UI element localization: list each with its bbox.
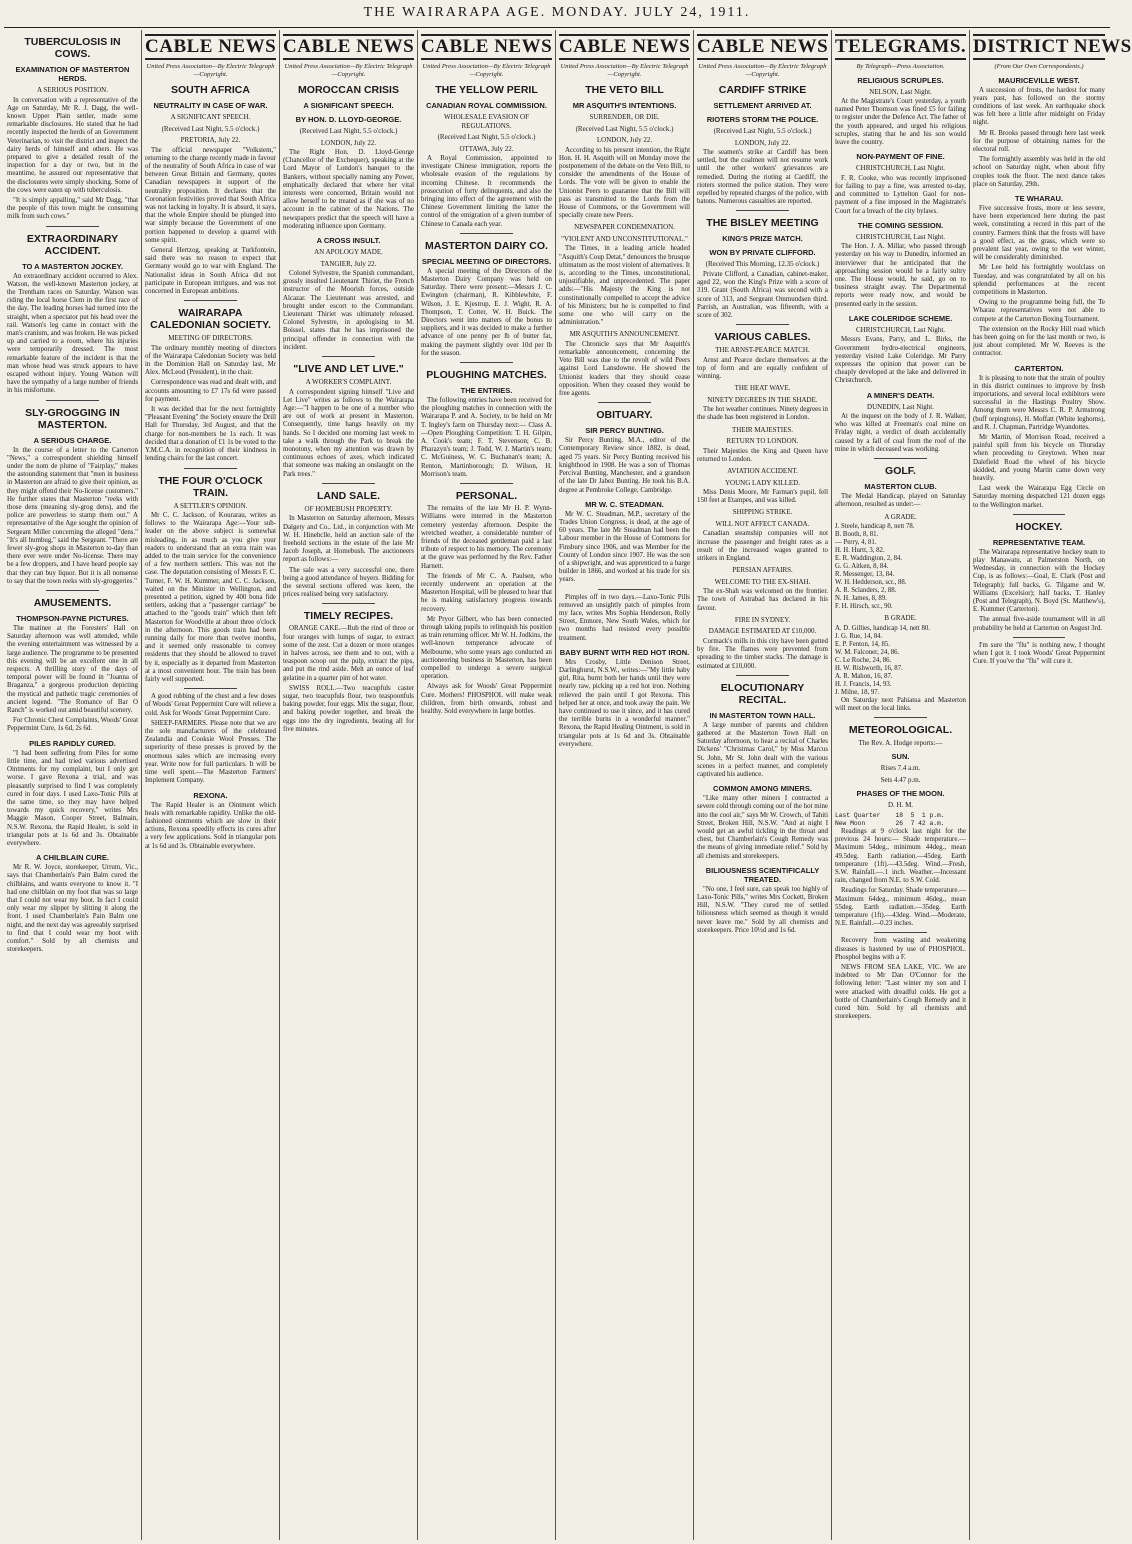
article-text: Mr W. C. Steadman, M.P., secretary of the Trades Union Congress, is dead, at the age of 60 years. The late Mr Steadman had been the Labour member in the House of Commons for Finsbury since 1906, and was Member for the County of London since 1907. He was the son of a shipwright, and was apprenticed to a barge builder in 1866, and worked at his trade for six years. [559,510,690,584]
headline-obituary: OBITUARY. [596,409,653,422]
headline-bisley: THE BISLEY MEETING [706,217,819,230]
article-text: ORANGE CAKE.—Rub the rind of three or four oranges with lumps of sugar, to extract some of the zest. Cut a dozen or more oranges in halves across, see them and to out, with a teaspoon scoop out the pulp, extract the pips, and put the rind aside. Melt an ounce of leaf gelatine in a quarter pint of hot water. [283,625,414,682]
masthead-rule [4,27,1110,28]
score-entry: J. Steele, handicap 8, nett 78. [835,523,915,530]
separator [598,402,650,403]
separator [460,233,512,234]
headline-golf: GOLF. [885,465,916,478]
score-entry: B. Booth, 8, 81. [835,531,879,538]
article-text: "It is simply appalling," said Mr Dagg, "that the people of this town might be consuming milk from such cows." [7,196,138,221]
advert-text: I'm sure the "flu" is nothing new, I thought when I got it. I took Woods' Great Peppermint Cure. If you've the "flu" will cure it. [973,641,1105,666]
press-credit: United Press Association—By Electric Telegraph—Copyright. [284,63,413,78]
subhead: THEIR MAJESTIES. [731,425,794,434]
subhead: PILES RAPIDLY CURED. [29,738,116,748]
article-text: The following entries have been received for the ploughing matches in connection with the Wairarapa P. and A. Society, to be held on Mr T. Ingley's farm on Thursday next:— Class A.—Open Ploughing Competition: T. H. Gilpin, A. Cook's team; F. T. Stevenson; C. B. Pharazyn's team; J. Todd, W. J. Martin's team; C. McGuiness, W. C. Buchanan's team; A. Renton, Martinborough; D. Wilson, H. Morrison's team. [421,397,552,478]
moon-phase: Last Quarter 18 5 1 p.m. [835,811,945,819]
headline-hockey: HOCKEY. [1015,520,1063,533]
dateline: LONDON, July 22. [596,136,653,144]
subhead: NEUTRALITY IN CASE OF WAR. [153,101,268,110]
article-text: Mr Lee held his fortnightly woolclass on Tuesday, and was congratulated by all on his splendid performances at the recent competitions in Masterton. [973,264,1105,296]
received-line: (Received This Morning, 12.35 o'clock.) [705,260,820,269]
article-text: Cormack's mills in this city have been gutted by fire. The flames were prevented from spreading to the timber stacks. The damage is estimated at £10,000. [697,637,828,670]
headline-live-and-let-live: "LIVE AND LET LIVE." [293,363,404,376]
article-text: Readings at 9 o'clock last night for the previous 24 hours:— Shade temperature.—Maximum 54deg., minimum 44deg., mean 49.5deg. Earth radiation.—45deg. Earth temperature (1ft).—43.5deg. Wind.—Fresh, S.W. Rainfall.—.1 inch. Weather.—Incessant rain, changed from N.E. to S.W. Cold. [835,827,966,885]
cable-news-banner: CABLE NEWS [283,34,414,60]
subhead: RELIGIOUS SCRUPLES. [857,75,944,85]
cable-news-banner: CABLE NEWS [421,34,552,60]
article-text: Mr R. Brooks passed through here last week for the purpose of obtaining names for the electoral roll. [973,129,1105,153]
received-line: (Received Last Night, 5.5 o'clock.) [161,124,260,133]
article-text: An extraordinary accident occurred to Alex. Watson, the well-known Masterton jockey, at the Trentham races on Saturday. Watson was riding the local horse Clem in the first race of the day. The leading horses had turned into the straight, when a spectator put his head over the rail. Watson's leg came in contact with the man's cranium, and was broken. He was picked up and carried to a room, where his injuries were temporarily dressed. The most remarkable feature of the incident is that the man whose head was struck appears to have escaped without injury. Young Watson will have the sympathy of a large number of friends in his misfortune. [7,272,138,395]
separator [46,226,98,227]
article-text: Canadian steamship companies will not increase the passenger and freight rates as a result of the increased wages granted to strikers in England. [697,530,828,563]
advert-text: "I had been suffering from Piles for some little time, and had tried various advertised Ointments for my complaint, but I only got worse. I gave Rexona a trial, and was pleasantly surprised to find I was completely cured in four days. I used Laxo-Tonic Pills at the same time, so they may have helped towards my quick recovery," writes Mrs Maggie Mason, Cooper Street, Balmain, N.S.W. Rexona, the Rapid Healer, is sold in triangular pots at 1s 6d and 3s. Obtainable everywhere. [7,749,138,847]
article-text: At the Magistrate's Court yesterday, a youth named Peter Thomson was fined £5 for failing to register under the Defence Act. The father of the youth appeared, and urged his religious scruples, stating that he and his son would leave the country. [835,98,966,147]
dateline: TANGIER, July 22. [320,259,377,268]
score-list-a [835,523,966,611]
grade-heading: A GRADE. [884,512,917,521]
article-text: Messrs Evans, Parry, and L. Birks, the Government hydro-electrical engineers, yesterday visited Lake Coleridge. Mr Parry expresses the opinion that power can be cheaply developed at the lake and delivered in Christchurch. [835,336,966,385]
subhead: THOMPSON-PAYNE PICTURES. [16,614,129,624]
subhead: BABY BURNT WITH RED HOT IRON. [559,647,690,657]
dateline: LONDON, July 22. [320,138,377,147]
column-3 [280,30,418,1540]
headline-cardiff-strike: CARDIFF STRIKE [718,84,807,96]
newspaper-columns [4,30,1132,1540]
subhead: A WORKER'S COMPLAINT. [305,378,392,387]
subhead: SIR PERCY BUNTING. [585,426,664,436]
headline-personal: PERSONAL. [455,490,518,503]
cable-news-banner: CABLE NEWS [559,34,690,60]
headline-tuberculosis: TUBERCULOSIS IN COWS. [24,36,121,60]
subhead: A SIGNIFICANT SPEECH. [170,113,251,121]
headline-sly-grogging: SLY-GROGGING IN MASTERTON. [25,406,120,431]
advert-text: Mr R. W. Joyce, storekeeper, Urrum, Vic., says that Chamberlain's Pain Balm cured the chilblains, and wants everyone to know it. "I had one chilblain on my foot that was so large that I could not wear my boot. In fact I could only wear my slipper by slitting it along the front. I used Chamberlain's Pain Balm one night, and the next day was agreeably surprised to find that I could wear my boot with comfort." Sold by all chemists and storekeepers. [7,864,138,954]
article-text: The hot weather continues. Ninety degrees in the shade has been registered in London. [697,406,828,422]
subhead: MR ASQUITH'S INTENTIONS. [572,101,677,110]
separator [736,210,788,211]
column-2 [142,30,280,1540]
advert-text: Recovery from wasting and weakening diseases is hastened by use of PHOSPHOL. Phosphol begins with a F. [835,937,966,961]
subhead: WON BY PRIVATE CLIFFORD. [709,248,816,258]
subhead: MEETING OF DIRECTORS. [168,334,253,343]
subhead: BILIOUSNESS SCIENTIFICALLY TREATED. [705,865,820,884]
press-credit: United Press Association—By Electric Telegraph—Copyright. [422,63,551,78]
advert-text: Pimples off in two days.—Laxo-Tonic Pills removed an unsightly patch of pimples from my face, writes Mrs Sophia Henderson, Rolly Street, Enmore, New South Wales, which for two months had resisted every possible treatment. [559,593,690,642]
subhead: KING'S PRIZE MATCH. [722,234,803,244]
column-1 [4,30,142,1540]
advert-text: A good rubbing of the chest and a few doses of Woods' Great Peppermint Cure will relieve a cold. Ask for Woods' Great Peppermint Cure. [145,693,276,717]
dateline: CHRISTCHURCH, Last Night. [855,325,946,334]
dateline: CHRISTCHURCH, Last Night. [855,232,946,241]
press-credit: United Press Association—By Electric Telegraph—Copyright. [146,63,275,78]
subhead: MR ASQUITH'S ANNOUNCEMENT. [569,330,680,339]
advert-text: Mrs Crosby, Little Denison Street, Darlinghurst, N.S.W., writes:—"My little baby girl, Rita, burnt both her hands until they were nearly raw, picking up a red hot iron. Nothing relieved the pain until I got Rexona. This helped her at once, and took away the pain. We have continued to use it since, and it has cured the terrible burns in a wonderful manner." Rexona, the Rapid Healing Ointment, is sold in triangular pots at 1s 6d and 3s. Obtainable everywhere. [559,658,690,748]
advert-text: The Rapid Healer is an Ointment which heals with remarkable rapidity. Unlike the old-fashioned ointments which are slow in their actions, Rexona speedily effects its cures after a very few applications. Sold in triangular pots at 1s 6d and 3s. Obtainable everywhere. [145,801,276,850]
article-text: SWISS ROLL.—Two teacupfuls caster sugar, two teacupfuls flour, two teaspoonfuls baking powder, four eggs. Mix the sugar, flour, and baking powder together, and break the eggs into the dry ingredients, beating all for five minutes. [283,684,414,733]
press-credit: (From Our Own Correspondents.) [994,63,1084,70]
score-entry: H. W. Rishworth, 16, 87. [835,664,903,672]
score-entry: A. D. Gillies, handicap 14, nett 80. [835,624,930,632]
article-text: Private Clifford, a Canadian, cabinet-maker, aged 22, won the King's Prize with a score of 319. Grant (South Africa) was second with a score of 313, and Sergeant Ommundsen third. Parrish, an Australian, was fifteenth, with a score of 302. [697,270,828,319]
article-text: General Hertzog, speaking at Turkfontein, said there was no reason to expect that Germany would go to war with England. The Nationalist ideas in South Africa did not participate in European intrigues, and was not concerned in European ambitions. [145,246,276,295]
advert-text: Always ask for Woods' Great Peppermint Cure. Mothers! PHOSPHOL will make weak children, from birth onwards, robust and healthy. Sold everywhere in large bottles. [421,683,552,715]
dateline: LONDON, July 22. [734,138,791,147]
score-entry: J. Milne, 18, 97. [835,688,880,696]
advert-text: "No one, I feel sure, can speak too highly of Laxo-Tonic Pills," writes Mrs Cockett, Broken Hill, N.S.W. "They cured me of settled biliousness which seemed as though it would never leave me." Sold by all chemists and storekeepers. Price 10½d and 1s 6d. [697,885,828,934]
separator [1013,637,1066,638]
subhead: MASTERTON CLUB. [864,482,937,492]
received-line: (Received Last Night, 5.5 o'clock.) [713,127,812,135]
article-text: Readings for Saturday. Shade temperature.—Maximum 64deg., minimum 46deg., mean 55deg. Earth radiation.—35deg. Earth temperature (1ft).—43deg. Wind.—Moderate, N.E. Rainfall.—0.23 inches. [835,887,966,928]
separator [598,589,650,590]
article-text: A Royal Commission, appointed to investigate Chinese immigration, reports the wholesale evasion of the regulations by incoming Chinese. It recommends the prosecution of forty delinquents, and also the bringing into effect of the agreement with the Chinese Government limiting the latter the control of the emigration of a given number of Chinese to Canada each year. [421,155,552,228]
subhead: THE HEAT WAVE. [734,384,791,393]
subhead: REPRESENTATIVE TEAM. [992,537,1086,547]
headline-four-oclock-train: THE FOUR O'CLOCK TRAIN. [158,474,263,499]
subhead: A MINER'S DEATH. [866,390,935,400]
subhead: A SETTLER'S OPINION. [173,501,248,510]
score-entry: C. Le Roche, 24, 86. [835,656,892,664]
separator [874,932,926,933]
score-entry: N. H. James, 8, 89. [835,595,887,602]
article-text: In the course of a letter to the Carterton "News," a correspondent shielding himself under the nom de plume of "Fairplay," makes the astounding statement that "men in business in Masterton are afraid to give their opinion, as they might offend their No-license customers." He further states that Masterton "reeks with those dens (meaning sly-grog dens), and the police are powerless to stamp them out." A representative of the Age sought the opinion of Sergeant Miller concerning the alleged "dens." "It's all humbug," said the Sergeant. "There are fewer sly-grog shops in Masterton to-day than there ever were under No-license. There may be a few droppers, and I have heard people say that they can buy liquor. But it is all nonsense to say that the town reeks with sly-groggeries." [7,446,138,585]
article-text: Mr Martin, of Morrison Road, received a painful spill from his bicycle on Thursday when proceeding to Greytown. When near Dalefield Road the wheel of his bicycle skidded, and young Martin came down very heavily. [973,434,1105,483]
score-entry: F. H. Hirsch, scr., 90. [835,603,893,610]
separator [46,400,98,401]
score-entry: E. R. Waddington, 2, 84. [835,555,903,562]
subhead: A CROSS INSULT. [316,236,381,246]
article-text: The Right Hon. D. Lloyd-George (Chancellor of the Exchequer), speaking at the Lord Mayor of London's banquet to the Bankers, without specially naming any Power, emphatically declared that where her vital interests were concerned, Britain would not allow herself to be treated as if she was of no account in the cabinet of the Nations. The newspapers predict that the speech will have a moderating influence upon Germany. [283,149,414,230]
article-text: Last week the Wairarapa Egg Circle on Saturday morning despatched 121 dozen eggs to the Wellington market. [973,485,1105,509]
subhead: RIOTERS STORM THE POLICE. [706,115,819,124]
subhead: PHASES OF THE MOON. [856,789,945,799]
subhead: WHOLESALE EVASION OF REGULATIONS. [443,113,530,130]
subhead: SETTLEMENT ARRIVED AT. [713,101,812,110]
subhead: NON-PAYMENT OF FINE. [856,152,945,162]
separator [460,362,512,363]
separator [736,324,788,325]
article-text: Colonel Sylvestre, the Spanish commandant, grossly insulted Lieutenant Thiriet, the French instructor of the Moorish forces, outside Alcazar. The Lieutenant was arrested, and brought under escort to the Commandant. Lieutenant Thiriet was ultimately released. Colonel Sylvestre, in apologising to M. Boissel, states that he has imprisoned the principal offender in connection with the incident. [283,270,414,351]
separator [322,603,374,604]
article-text: Their Majesties the King and Queen have returned to London. [697,447,828,463]
dateline: PRETORIA, July 22. [180,136,241,144]
article-text: The fortnightly assembly was held in the old school on Saturday night, when about fifty couples took the floor. The next dance takes place on Saturday, 29th. [973,156,1105,188]
press-credit: United Press Association—By Electric Telegraph—Copyright. [560,63,689,78]
score-entry: A. R. Mahon, 16, 87. [835,672,893,680]
moon-table-head: D. H. M. [887,801,914,810]
subhead: CARTERTON. [1014,363,1064,373]
subhead: The Rev. A. Hodge reports:— [858,738,943,747]
article-text: Five successive frosts, more or less severe, have been experienced here during the past week, constituting a record in this part of the country. Farmers think that the frosts will have a good effect, as the grass, which were so prevalent last year, owing to the wet winter, will be considerably diminished. [973,204,1105,262]
separator [460,483,512,484]
subhead: MR W. C. STEADMAN. [585,499,664,509]
column-5 [556,30,694,1540]
subhead: OF HOMEBUSH PROPERTY. [304,504,393,513]
article-text: In Masterton on Saturday afternoon, Messrs Dalgety and Co., Ltd., in conjunction with Mr W. H. Hinehclle, held an auction sale of the freehold sections in the estate of the late Mr Jacob Joseph, at Homebush. The auctioneers report as follows:— [283,515,414,564]
subhead: AN APOLOGY MADE. [314,248,383,257]
score-entry: G. G. Aitken, 8, 84. [835,563,889,570]
article-text: A succession of frosts, the hardest for many years past, has followed on the stormy conditions of last week. An earthquake shock was felt here a little after midnight on Friday night. [973,86,1105,127]
headline-ploughing: PLOUGHING MATCHES. [426,369,547,382]
headline-timely-recipes: TIMELY RECIPES. [303,610,394,623]
subhead: BY HON. D. LLOYD-GEORGE. [295,115,402,124]
article-text: The ordinary monthly meeting of directors of the Wairarapa Caledonian Society was held in the Dominion Hall on Saturday last, Mr Alex. McLeod (President), in the chair. [145,344,276,377]
article-text: Correspondence was read and dealt with, and accounts amounting to £7 17s 6d were passed for payment. [145,379,276,403]
article-text: At the inquest on the body of J. R. Walker, who was killed at Freeman's coal mine on Friday night, a verdict of death accidentally caused by a fall of coal from the roof of the mine in which deceased was working. [835,413,966,453]
subhead: PERSIAN AFFAIRS. [732,566,793,575]
article-text: The Times, in a leading article headed "Asquith's Coup Detat," denounces the brusque ultimatum as the most violent of alternatives. It is, according to the Times, unconstitutional, unjustifiable, and unprecedented. The paper adds:—"His Majesty the King is not constitutionally compelled to accept the advice of his Ministers; but he is compelled to find some one who will carry on the administration." [559,245,690,327]
district-news-banner: DISTRICT NEWS [973,34,1105,60]
article-text: The remains of the late Mr H. P. Wynn-Williams were interred in the Masterton cemetery yesterday afternoon. Despite the wretched weather, a considerable number of friends of the deceased gentleman paid a last tribute of respect to his memory. The ceremony at the grave was performed by the Rev. Father Harnett. [421,505,552,570]
article-text: On Saturday next Pahiatua and Masterton will meet on the local links. [835,696,966,712]
separator [736,675,788,676]
article-text: F. R. Cooke, who was recently imprisoned for failing to pay a fine, was arrested to-day, and committed to Lyttelton Gaol for non-payment of a fine imposed in the Magistrate's Court for a breach of the city bylaws. [835,174,966,215]
subhead: SURRENDER, OR DIE. [589,113,660,121]
article-text: The friends of Mr C. A. Paulsen, who recently underwent an operation at the Masterton Hospital, will be pleased to hear that he is making satisfactory progress towards recovery. [421,572,552,613]
article-text: Mr C. C. Jackson, of Kourarau, writes as follows to the Wairarapa Age:—Your sub-leader on the above subject is somewhat misleading, in as much as you give your readers to understand that an extra train was added to the train service for the convenience of a few northern settlers. This was not the case. The deputation consisting of Messrs F. C. Turner, F. W. H. Kummer, and C. C. Jackson, waited on the Minister in Wellington, and presented a petition, signed by 400 bona fide settlers, asking that a "passenger carriage" be attached to the "goods train" which then left Masterton for Woodville at about three o'clock in the afternoon. This goods train had been running daily for more than twelve months, and it seemed only reasonable to convey residents that they should be allowed to travel by it, especially as it departed from Masterton at a most convenient hour. The train has been fairly well supported. [145,512,276,684]
subhead: TO A MASTERTON JOCKEY. [22,261,123,271]
score-entry: E. P. Fenton, 14, 85. [835,640,890,648]
separator [46,590,98,591]
subhead: SUN. [891,752,910,762]
separator [1013,514,1066,515]
separator [184,468,236,469]
subhead: MAURICEVILLE WEST. [998,75,1080,85]
article-text: The annual five-aside tournament will in all probability be held at Carterton on August 3rd. [973,616,1105,632]
subhead: CANADIAN ROYAL COMMISSION. [426,101,547,110]
subhead: A CHILBLAIN CURE. [35,853,110,863]
score-entry: — Perry, 4, 81. [835,539,877,546]
article-text: The ex-Shah was welcomed on the frontier. The town of Astrabad has declared in his favour. [697,588,828,612]
column-4 [418,30,556,1540]
separator [322,483,374,484]
score-entry: R. Messenger, 13, 84. [835,571,895,578]
headline-caledonian: WAIRARAPA CALEDONIAN SOCIETY. [150,307,271,332]
subhead: DAMAGE ESTIMATED AT £10,000. [708,627,817,636]
separator [874,717,926,718]
subhead: NINETY DEGREES IN THE SHADE. [707,395,818,404]
press-credit: United Press Association—By Electric Telegraph—Copyright. [698,63,827,78]
advert-text: NEWS FROM SEA LAKE, VIC. We are indebted to Mr Dan O'Connor for the following letter: "Last winter my son and I were attacked with dreadful colds. He got a bottle of Chamberlain's Cough Remedy and it cured him. Sold by all chemists and storekeepers. [835,963,966,1021]
article-text: Owing to the programme being full, the Te Wharau representatives were not able to compete at the Carterton Boxing Tournament. [973,299,1105,323]
subhead: COMMON AMONG MINERS. [713,784,812,794]
dateline: DUNEDIN, Last Night. [867,402,934,411]
separator [874,458,926,459]
article-text: The Chronicle says that Mr Asquith's remarkable announcement, concerning the Veto Bill was due to the revolt of wild Peers against Lord Lansdowne. He showed the Unionist leaders that they should cease opposition. When they ceased they would be free agents. [559,340,690,398]
telegrams-banner: TELEGRAMS. [835,34,966,60]
subhead: FIRE IN SYDNEY. [734,615,791,624]
dateline: OTTAWA, July 22. [459,144,514,153]
separator [184,300,236,301]
article-text: According to his present intention, the Right Hon. H. H. Asquith will on Monday move the postponement of the debate on the Veto Bill, to consider the amendments of the House of Lords. The vote will be given to enable the Unionist Peers to guarantee that the Bill will pass as transmitted to the Lords from the House of Commons, or the Government will specially create new Peers. [559,146,690,220]
article-text: The Wairarapa representative hockey team to play Manawatu, at Palmerston North, on Wednesday, in connection with the Hockey Cup, is as follows:—Goal, E. Clark (Post and Telegraph); full backs, G. Tilgame and W. Williams (Excelsior); half backs, T. Hanley (Post and Telegraph), N. Boyd (St. Matthew's), E. Kummer (Carterton). [973,548,1105,614]
masthead: THE WAIRARAPA AGE. MONDAY. JULY 24, 1911. [363,5,751,20]
received-line: (Received Last Night, 5.5 o'clock.) [575,124,674,133]
headline-dairy-co: MASTERTON DAIRY CO. [425,239,548,252]
subhead: YOUNG LADY KILLED. [725,478,800,487]
headline-land-sale: LAND SALE. [317,489,380,502]
headline-south-africa: SOUTH AFRICA [171,84,250,96]
dateline: NELSON, Last Night. [869,87,932,96]
sun-rises: Rises 7.4 a.m. [880,764,921,773]
advert-text: SHEEP-FARMERS. Please note that we are the sole manufacturers of the celebrated Zealandia and Cooksie Wool Presses. The superiority of these presses is proved by the enormous sales which are increasing every year. Write now for full particulars. It will be time well spent.—The Masterton Farmers' Implement Company. [145,719,276,785]
score-entry: J. G. Rue, 14, 84. [835,632,883,640]
article-text: The official newspaper "Volkstem," returning to the charge recently made in favour of the neutrality of South Africa in case of war between Great Britain and Germany, quotes Canadian newspapers in support of the neutrality proposition. It declares that the Coronation festivities proved that South Africa was not lacking in loyalty. It is absurd, it says, that the whole Empire should be plunged into war simply because the Government of one portion happened to develop a quarrel with some spirit. [145,146,276,244]
article-text: The extension on the Rocky Hill road which has been going on for the last month or two, is just about completed. Mr W. Reeves is the contractor. [973,325,1105,358]
score-entry: H. J. Francis, 14, 93. [835,680,892,688]
subhead: "VIOLENT AND UNCONSTITUTIONAL." [561,234,688,243]
headline-various-cables: VARIOUS CABLES. [714,331,811,344]
score-list-b [835,625,966,697]
sun-sets: Sets 4.47 p.m. [880,775,921,784]
subhead: NEWSPAPER CONDEMNATION. [574,223,675,232]
article-text: The Hon. J. A. Millar, who passed through yesterday on his way to Dunedin, informed an interviewer that he anticipated that the approaching session would be a fairly sultry one. The House would, he said, go on to business straight away. The Departmental reports were ready now, and would be presented early in the session. [835,243,966,308]
advert-text: "Like many other miners I contracted a severe cold through coming out of the hot mine into the cool air," says Mr W. Crowch, of Tahiti Street, Broken Hill, N.S.W. "And at night I would get an awful tickling in the throat and chest, but Chamberlain's Cough Remedy was the means of giving immediate relief." Sold by all chemists and storekeepers. [697,795,828,860]
headline-meteorological: METEOROLOGICAL. [848,723,953,736]
article-text: The matinee at the Foresters' Hall on Saturday afternoon was well attended, while the evening entertainment was witnessed by a large audience. The programme to be presented this evening will be an excellent one in all respects. A thrilling story of the days of temporal power will be found in "Joanna of Braganza," a gorgeous production depicting the mystical and pathetic tragic ceremonies of ancient legend. "The Romance of Bar O Ranch" is worked out amid beautiful scenery. [7,625,138,715]
article-text: The Medal Handicap, played on Saturday afternoon, resulted as under:— [835,493,966,509]
cable-news-banner: CABLE NEWS [145,34,276,60]
score-entry: H. H. Hurtt, 3, 82. [835,547,885,554]
subhead: REXONA. [193,790,228,800]
headline-accident: EXTRAORDINARY ACCIDENT. [26,232,119,257]
subhead: THE ARNST-PEARCE MATCH. [715,346,810,355]
article-text: In conversation with a representative of the Age on Saturday, Mr R. J. Dagg, the well-known Upper Plain settler, made some remarkable disclosures. He stated that he had recently inspected the herds of an Government Veterinarian, to visit the district and inspect the dairy herds of himself and others. He was prepared to give a detailed result of the inspection for a day or two, but in the meantime, he assured our representative that the disclosures were simply shocking. Some of the cows were eaten up with tuberculosis. [7,96,138,194]
subhead: A SERIOUS CHARGE. [33,435,112,445]
subhead: THE ENTRIES. [460,386,513,396]
subhead: A SERIOUS POSITION. [37,86,108,94]
article-text: A special meeting of the Directors of the Masterton Dairy Company was held on Saturday. There were present:—Messrs J. C. Ewington (chairman), R. Kibblewhite, F. Wilson, J. E. Kjestrup, E. J. Wight, R. A. Thompson, T. Cotter, W. H. Buick. The Directors went into matters of the bonus to suppliers, and it was decided to make a further advance of one penny per lb of butter fat, making the payment slightly over 10d per lb for the season. [421,267,552,357]
headline-moroccan-crisis: MOROCCAN CRISIS [298,84,399,96]
received-line: (Received Last Night, 5.5 o'clock.) [299,127,398,135]
subhead: THE COMING SESSION. [857,220,944,230]
subhead: WILL NOT AFFECT CANADA. [715,519,810,528]
headline-elocutionary: ELOCUTIONARY RECITAL. [720,681,805,706]
advert-text: For Chronic Chest Complaints, Woods' Great Peppermint Cure, 1s 6d, 2s 6d. [7,717,138,733]
article-text: A correspondent signing himself "Live and Let Live" writes as follows to the Wairarapa Age:—"I happen to be one of a number who are out of work at present in Masterton. Consequently, time hangs heavily on my hands. So I decided one morning last week to take a walk through the Park to break the monotony, when my attention was drawn by continuous echoes of axes, which indicated that someone was making an onslaught on the Park trees." [283,388,414,478]
subhead: SPECIAL MEETING OF DIRECTORS. [421,256,552,266]
separator [184,688,236,689]
subhead: IN MASTERTON TOWN HALL. [709,710,816,720]
column-7 [832,30,970,1540]
article-text: It is pleasing to note that the strain of poultry in this district continues to improve by fresh importations, and several local exhibitors were successful in the Hastings Poultry Show. Among them were Messrs C. R. P. Armstrong (buff orpingtons), H. Moffatt (White leghorns), and R. J. Chapman, Partridge Wyandottes. [973,374,1105,431]
score-entry: A. R. Sclanders, 2, 88. [835,587,897,594]
column-6 [694,30,832,1540]
article-text: The sale was a very successful one, there being a good attendance of buyers. Bidding for the several sections offered was keen, the prices realised being very satisfactory. [283,566,414,599]
article-text: Mr Pryor Gilbert, who has been connected through taking pupils to relinquish his position as train returning officer. Mr W. H. Jodkins, the well-known temperance advocate of Melbourne, who some years ago conducted an auctioneering business in Masterton, has been compelled to undergo a severe surgical operation. [421,615,552,681]
subhead: SHIPPING STRIKE. [732,508,793,517]
cable-news-banner: CABLE NEWS [697,34,828,60]
column-8 [970,30,1132,1540]
score-entry: W. M. Falconer, 24, 86. [835,648,900,656]
headline-veto-bill: THE VETO BILL [585,84,664,96]
press-credit: By Telegraph—Press Association. [856,63,945,70]
subhead: EXAMINATION OF MASTERTON HERDS. [15,65,130,83]
article-text: The seamen's strike at Cardiff has been settled, but the coalmen will not resume work until the other workers' grievances are remedied. During the rioting at Cardiff, the rioters stormed the police station. They were repelled by repeated charges of the police, with batons. Numerous casualties are reported. [697,149,828,206]
subhead: A SIGNIFICANT SPEECH. [303,101,394,110]
article-text: Sir Percy Bunting, M.A., editor of the Contemporary Review since 1882, is dead, aged 75 years. Sir Percy Bunting received his knighthood in 1908. He was a son of Thomas Percival Bunting, Manchester, and a grandson of the late Dr Jabez Bunting. He took his B.A. degree at Pembroke College, Cambridge. [559,437,690,494]
score-entry: W. H. Hedderson, scr., 88. [835,579,907,586]
subhead: TE WHARAU. [1015,193,1063,203]
article-text: A large number of parents and children gathered at the Masterton Town Hall on Saturday afternoon, to hear a recital of Charles Dickens' "Christmas Carol," by Miss Marcus St. John, Mr St. John dealt with the various scenes in a perfect manner, and completely captivated his audience. [697,721,828,778]
subhead: AVIATION ACCIDENT. [727,467,798,476]
subhead: LAKE COLERIDGE SCHEME. [848,313,953,323]
subhead: WELCOME TO THE EX-SHAH. [714,577,811,586]
moon-phase: New Moon 26 7 42 a.m. [835,819,945,827]
headline-yellow-peril: THE YELLOW PERIL [435,84,538,96]
article-text: Arnst and Pearce declare themselves at the top of form and are equally confident of winning. [697,356,828,381]
headline-amusements: AMUSEMENTS. [33,597,112,610]
grade-heading: B GRADE. [884,614,917,622]
article-text: Miss Denis Moore, Mr Farman's pupil, fell 150 feet at Etampes, and was killed. [697,489,828,505]
received-line: (Received Last Night, 5.5 o'clock.) [437,133,536,141]
subhead: RETURN TO LONDON. [726,437,799,446]
dateline: CHRISTCHURCH, Last Night. [855,164,946,173]
separator [322,356,374,357]
article-text: It was decided that for the next fortnightly "Pleasant Evening" the Society ensure the Drill Hall for Thursday, 3rd August, and that the charge for non-members be 1s each. It was decided that a donation of £1 1s be voted to the Y.M.C.A. in recognition of their kindness in lending chairs for the last concert. [145,406,276,463]
